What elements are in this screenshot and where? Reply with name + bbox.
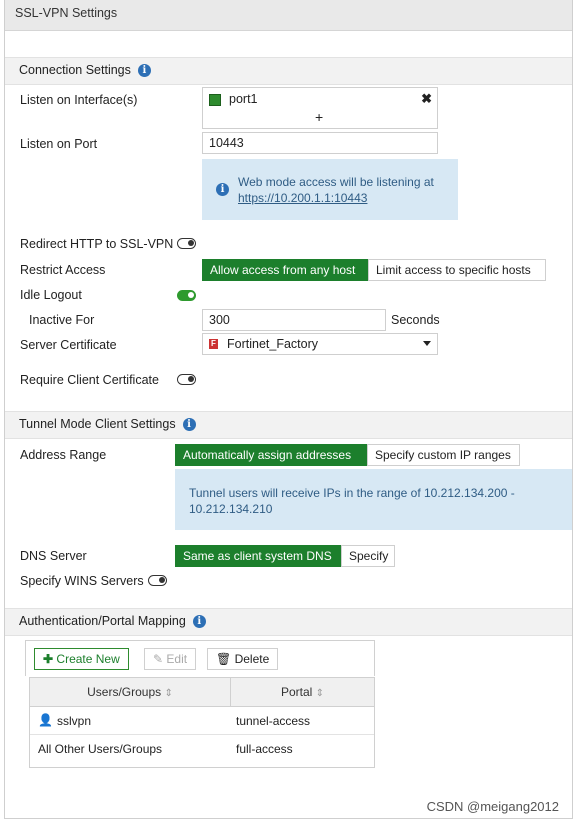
allow-any-host-option[interactable]: Allow access from any host bbox=[202, 259, 368, 281]
info-icon[interactable]: i bbox=[193, 615, 206, 628]
web-mode-info-text: Web mode access will be listening at bbox=[238, 175, 434, 189]
sort-icon: ⇕ bbox=[315, 688, 325, 699]
auth-mapping-table bbox=[29, 677, 375, 768]
wins-servers-label: Specify WINS Servers bbox=[20, 574, 144, 588]
ip-range-info-box bbox=[175, 469, 572, 530]
interface-selector[interactable] bbox=[202, 87, 438, 129]
create-new-label: Create New bbox=[56, 652, 120, 666]
ip-range-info-line2: 10.212.134.210 bbox=[189, 502, 273, 516]
trash-icon: 🗑 bbox=[216, 652, 232, 666]
redirect-http-label: Redirect HTTP to SSL-VPN bbox=[20, 237, 174, 251]
table-cell-portal: tunnel-access bbox=[236, 714, 311, 728]
user-icon: 👤 bbox=[38, 713, 53, 727]
table-row[interactable] bbox=[30, 735, 374, 762]
connection-settings-header bbox=[5, 57, 572, 85]
column-header-portal[interactable]: Portal ⇕ bbox=[231, 678, 374, 707]
address-range-label: Address Range bbox=[20, 448, 107, 462]
custom-ip-ranges-option[interactable]: Specify custom IP ranges bbox=[367, 444, 520, 466]
table-cell-user: sslvpn bbox=[57, 714, 92, 728]
tunnel-mode-title: Tunnel Mode Client Settings bbox=[19, 417, 176, 431]
add-interface-icon[interactable]: + bbox=[315, 109, 324, 125]
info-icon: i bbox=[216, 183, 229, 196]
listen-port-input[interactable]: 10443 bbox=[202, 132, 438, 154]
inactive-for-input[interactable]: 300 bbox=[202, 309, 386, 331]
inactive-for-label: Inactive For bbox=[29, 313, 95, 327]
interface-value: port1 bbox=[229, 92, 258, 106]
limit-specific-hosts-option[interactable]: Limit access to specific hosts bbox=[368, 259, 546, 281]
listen-interface-label: Listen on Interface(s) bbox=[20, 93, 138, 107]
require-client-cert-toggle[interactable] bbox=[177, 374, 196, 385]
remove-interface-icon[interactable]: ✖ bbox=[421, 91, 432, 106]
tunnel-mode-header bbox=[5, 411, 572, 439]
delete-label: Delete bbox=[234, 652, 270, 666]
table-cell-user: All Other Users/Groups bbox=[38, 742, 163, 756]
plus-icon: ✚ bbox=[43, 652, 54, 666]
dns-server-label: DNS Server bbox=[20, 549, 87, 563]
wins-servers-toggle[interactable] bbox=[148, 575, 167, 586]
edit-button[interactable] bbox=[144, 648, 196, 670]
auth-portal-mapping-header bbox=[5, 608, 572, 636]
window-titlebar bbox=[5, 0, 572, 31]
table-row[interactable] bbox=[30, 707, 374, 735]
server-certificate-label: Server Certificate bbox=[20, 338, 117, 352]
connection-settings-title: Connection Settings bbox=[19, 63, 131, 77]
column-header-users-groups[interactable]: Users/Groups ⇕ bbox=[30, 678, 231, 707]
inactive-unit-label: Seconds bbox=[391, 313, 440, 327]
web-mode-link[interactable]: https://10.200.1.1:10443 bbox=[238, 191, 368, 205]
footer-watermark: CSDN @meigang2012 bbox=[426, 799, 559, 814]
window-title: SSL-VPN Settings bbox=[15, 6, 118, 20]
server-certificate-value: Fortinet_Factory bbox=[227, 337, 319, 351]
edit-label: Edit bbox=[166, 652, 188, 666]
table-cell-portal: full-access bbox=[236, 742, 293, 756]
info-icon[interactable]: i bbox=[183, 418, 196, 431]
auto-assign-addresses-option[interactable]: Automatically assign addresses bbox=[175, 444, 367, 466]
chevron-down-icon bbox=[423, 341, 431, 346]
same-as-client-dns-option[interactable]: Same as client system DNS bbox=[175, 545, 341, 567]
create-new-button[interactable] bbox=[34, 648, 129, 670]
idle-logout-toggle[interactable] bbox=[177, 290, 196, 301]
redirect-http-toggle[interactable] bbox=[177, 238, 196, 249]
idle-logout-label: Idle Logout bbox=[20, 288, 82, 302]
web-mode-info-box bbox=[202, 159, 458, 220]
auth-portal-mapping-title: Authentication/Portal Mapping bbox=[19, 614, 186, 628]
delete-button[interactable] bbox=[207, 648, 278, 670]
listen-port-label: Listen on Port bbox=[20, 137, 98, 151]
sort-icon: ⇕ bbox=[164, 688, 173, 699]
auth-toolbar bbox=[25, 640, 375, 676]
port-icon bbox=[209, 94, 221, 106]
specify-dns-option[interactable]: Specify bbox=[341, 545, 395, 567]
pencil-icon: ✎ bbox=[153, 652, 164, 666]
require-client-cert-label: Require Client Certificate bbox=[20, 373, 159, 387]
certificate-icon: F bbox=[209, 339, 218, 349]
ip-range-info-line1: Tunnel users will receive IPs in the range of 10.212.134.200 - bbox=[189, 486, 515, 500]
restrict-access-label: Restrict Access bbox=[20, 263, 106, 277]
server-certificate-select[interactable] bbox=[202, 333, 438, 355]
info-icon[interactable]: i bbox=[138, 64, 151, 77]
ssl-vpn-settings-panel bbox=[4, 0, 573, 819]
